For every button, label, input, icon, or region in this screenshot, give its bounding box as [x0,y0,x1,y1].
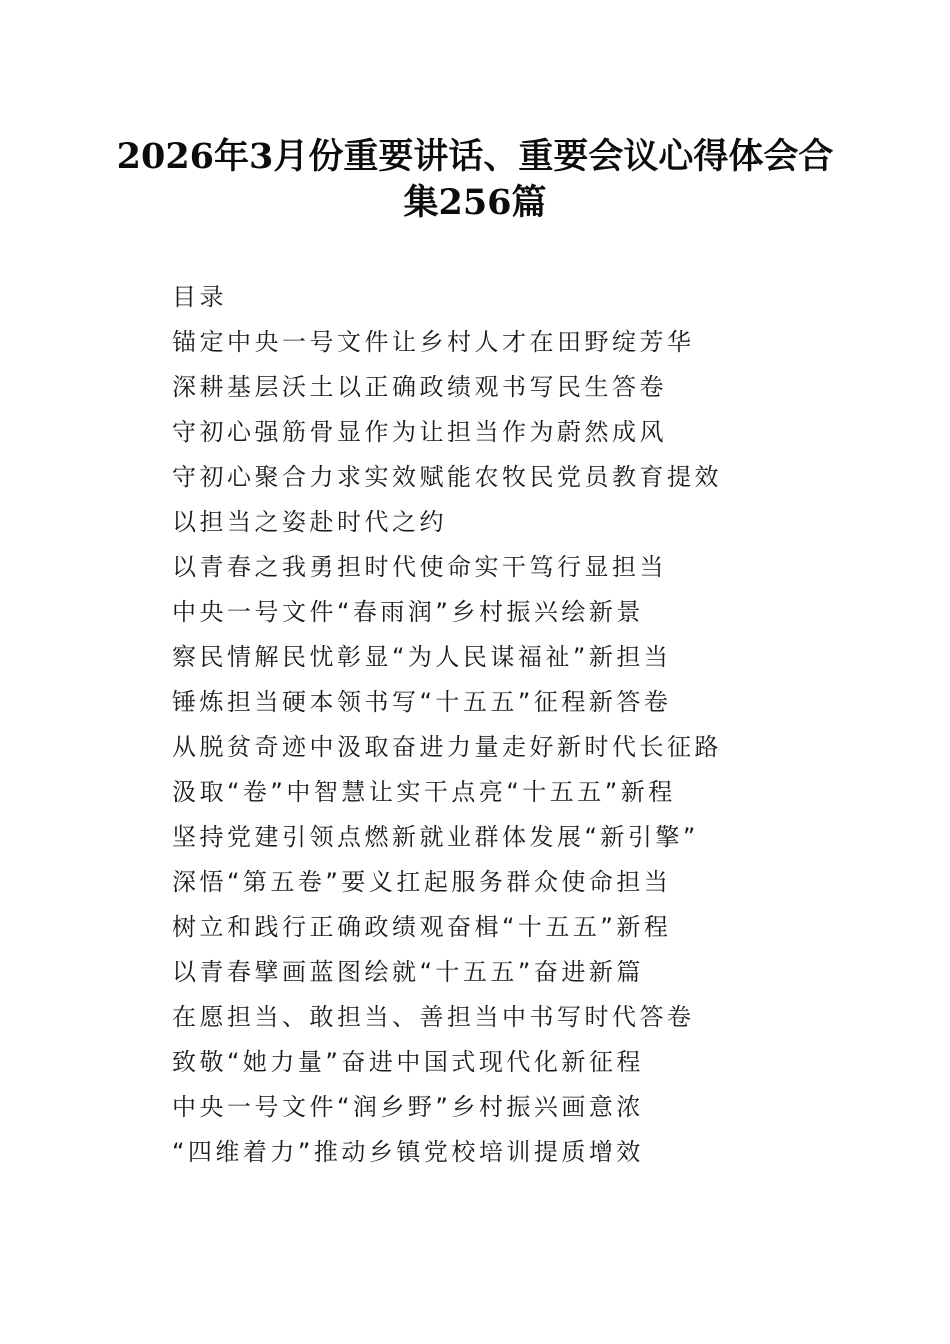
toc-item: 从脱贫奇迹中汲取奋进力量走好新时代长征路 [172,733,722,761]
toc-item: 察民情解民忧彰显“为人民谋福祉”新担当 [172,643,672,671]
title-line-1: 2026年3月份重要讲话、重要会议心得体会合 [116,136,834,177]
title-line-2: 集256篇 [403,182,547,223]
toc-item: 锤炼担当硬本领书写“十五五”征程新答卷 [172,688,672,716]
toc-item: 以担当之姿赴时代之约 [172,508,447,536]
toc-item: 中央一号文件“润乡野”乡村振兴画意浓 [172,1093,644,1121]
toc-item: 以青春之我勇担时代使命实干笃行显担当 [172,553,667,581]
toc-item: 守初心聚合力求实效赋能农牧民党员教育提效 [172,463,722,491]
toc-item: 中央一号文件“春雨润”乡村振兴绘新景 [172,598,644,626]
toc-item: 坚持党建引领点燃新就业群体发展“新引擎” [172,823,699,851]
toc-item: “四维着力”推动乡镇党校培训提质增效 [172,1138,644,1166]
toc-item: 在愿担当、敢担当、善担当中书写时代答卷 [172,1003,695,1031]
toc-item: 汲取“卷”中智慧让实干点亮“十五五”新程 [172,778,676,806]
toc-item: 深耕基层沃土以正确政绩观书写民生答卷 [172,373,667,401]
toc-item: 树立和践行正确政绩观奋楫“十五五”新程 [172,913,672,941]
toc-item: 深悟“第五卷”要义扛起服务群众使命担当 [172,868,672,896]
toc-item: 守初心强筋骨显作为让担当作为蔚然成风 [172,418,667,446]
toc-item: 以青春擘画蓝图绘就“十五五”奋进新篇 [172,958,644,986]
toc-item: 致敬“她力量”奋进中国式现代化新征程 [172,1048,644,1076]
toc-heading: 目录 [172,283,227,311]
document-title [100,134,850,226]
toc-item: 锚定中央一号文件让乡村人才在田野绽芳华 [172,328,695,356]
table-of-contents [172,280,792,1180]
